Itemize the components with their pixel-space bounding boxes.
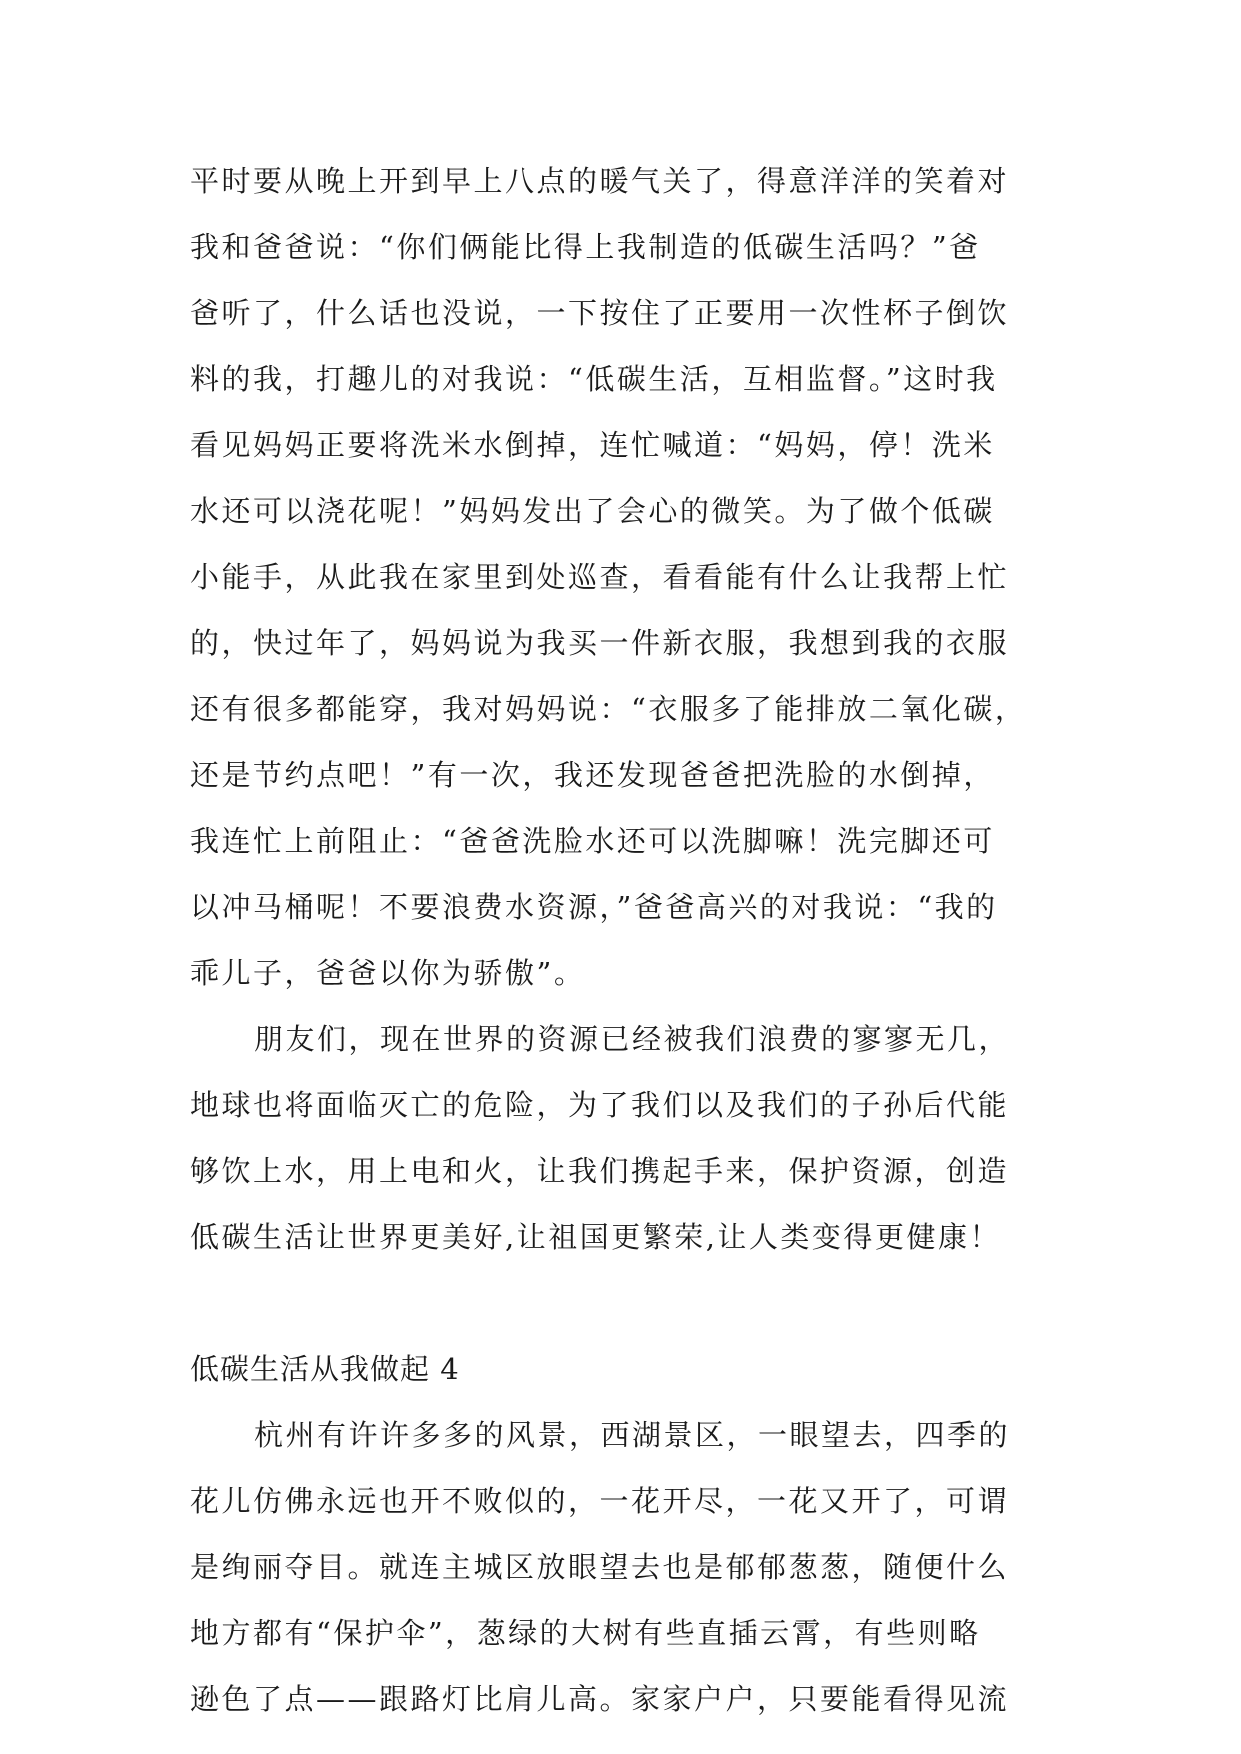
- text-line: 我和爸爸说：“你们俩能比得上我制造的低碳生活吗？”爸: [190, 230, 981, 264]
- text-line: 以冲马桶呢！不要浪费水资源，”爸爸高兴的对我说：“我的: [190, 890, 998, 924]
- text-line: 平时要从晚上开到早上八点的暖气关了，得意洋洋的笑着对: [190, 164, 1010, 198]
- text-line: 看见妈妈正要将洗米水倒掉，连忙喊道：“妈妈，停！洗米: [190, 428, 995, 462]
- text-line: 是绚丽夺目。就连主城区放眼望去也是郁郁葱葱，随便什么: [190, 1550, 1010, 1584]
- text-line: 小能手，从此我在家里到处巡查，看看能有什么让我帮上忙: [190, 560, 1010, 594]
- paragraph: [190, 1402, 1070, 1732]
- text-line: 还是节约点吧！”有一次，我还发现爸爸把洗脸的水倒掉，: [190, 758, 995, 792]
- text-line: 还有很多都能穿，我对妈妈说：“衣服多了能排放二氧化碳，: [190, 692, 1027, 726]
- text-line: 乖儿子，爸爸以你为骄傲”。: [190, 956, 586, 990]
- paragraph: [190, 148, 1070, 1006]
- section-title: 低碳生活从我做起 4: [190, 1352, 460, 1386]
- text-line: 地球也将面临灭亡的危险，为了我们以及我们的子孙后代能: [190, 1088, 1010, 1122]
- text-line: 料的我，打趣儿的对我说：“低碳生活，互相监督。”这时我: [190, 362, 998, 396]
- text-line: 朋友们，现在世界的资源已经被我们浪费的寥寥无几，: [254, 1022, 1011, 1056]
- paragraph-spacer: [190, 1270, 1070, 1336]
- text-line: 水还可以浇花呢！”妈妈发出了会心的微笑。为了做个低碳: [190, 494, 995, 528]
- text-line: 的，快过年了，妈妈说为我买一件新衣服，我想到我的衣服: [190, 626, 1010, 660]
- text-line: 够饮上水，用上电和火，让我们携起手来，保护资源，创造: [190, 1154, 1010, 1188]
- text-line: 低碳生活让世界更美好,让祖国更繁荣,让人类变得更健康！: [190, 1220, 1001, 1254]
- text-line: 杭州有许许多多的风景，西湖景区，一眼望去，四季的: [254, 1418, 1011, 1452]
- paragraph: [190, 1006, 1070, 1270]
- text-line: 爸听了，什么话也没说，一下按住了正要用一次性杯子倒饮: [190, 296, 1010, 330]
- text-line: 花儿仿佛永远也开不败似的，一花开尽，一花又开了，可谓: [190, 1484, 1010, 1518]
- text-line: 我连忙上前阻止：“爸爸洗脸水还可以洗脚嘛！洗完脚还可: [190, 824, 995, 858]
- text-line: 地方都有“保护伞”，葱绿的大树有些直插云霄，有些则略: [190, 1616, 981, 1650]
- text-line: 逊色了点——跟路灯比肩儿高。家家户户，只要能看得见流: [190, 1682, 1010, 1716]
- document-body: [190, 148, 1070, 1732]
